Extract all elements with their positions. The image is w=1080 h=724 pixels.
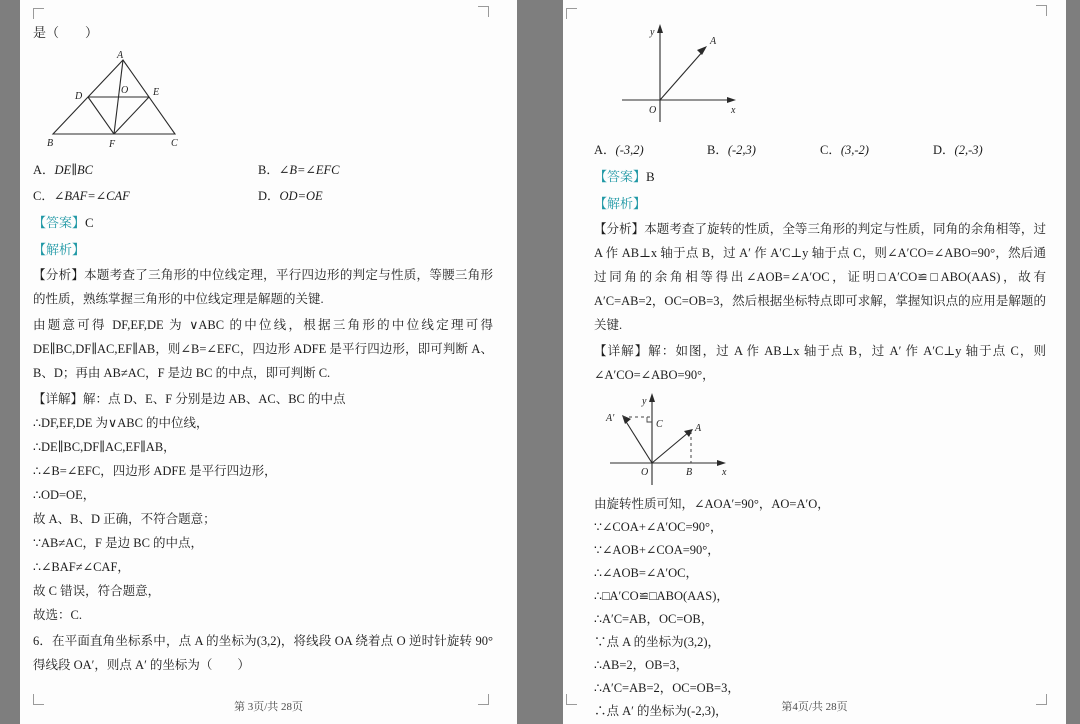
label-y: y	[642, 396, 647, 407]
solution-line: ∴AB=2，OB=3，	[594, 658, 689, 672]
solution-line: 故 A、B、D 正确，不符合题意；	[33, 512, 216, 526]
corner-mark	[566, 8, 577, 19]
label-C: C	[656, 419, 663, 430]
label-D: D	[75, 91, 83, 102]
solution-line: ∴DE∥BC,DF∥AC,EF∥AB，	[33, 440, 176, 454]
paragraph-analysis: 【分析】本题考查了旋转的性质，全等三角形的判定与性质，同角的余角相等，过 A 作 AB⊥x 轴于点 B，过 A′ 作 A′C⊥y 轴于点 C，则∠A′CO=∠ABO=90°，然后通过同角的余角相等得出∠AOB=∠A′OC，证明□A′CO≌□ABO(AAS)，故有 A′C=AB=2，OC=OB=3，然后根据坐标特点即可求解，掌握知识点的应用是解题的关键.	[594, 222, 1046, 332]
triangle-figure	[47, 48, 197, 150]
option-C-text: ∠BAF=∠CAF	[53, 189, 130, 203]
options-group	[33, 160, 493, 207]
segment-OA-prime	[625, 420, 652, 463]
option-A-label: A．	[33, 163, 55, 177]
paragraph-detail: 【详解】解：点 D、E、F 分别是边 AB、AC、BC 的中点	[33, 392, 346, 406]
x-axis-arrow	[717, 460, 726, 466]
OA-arrow	[684, 429, 693, 437]
label-B: B	[47, 138, 54, 149]
label-E: E	[153, 87, 160, 98]
answer-line	[594, 166, 1046, 188]
solution-line: ∴A′C=AB=2，OC=OB=3，	[594, 681, 740, 695]
option-A	[33, 160, 258, 181]
page-4	[563, 0, 1066, 724]
option-C-text: (3,-2)	[840, 143, 869, 157]
solution-line: ∴∠AOB=∠A′OC，	[594, 566, 698, 580]
label-F: F	[109, 139, 116, 150]
axes-figure-2	[600, 391, 740, 491]
answer-line	[33, 212, 493, 234]
question-stem: 是（ ）	[33, 25, 99, 40]
option-B	[707, 140, 820, 161]
solution-line: ∴∠B=∠EFC，四边形 ADFE 是平行四边形，	[33, 464, 277, 478]
option-D-text: (2,-3)	[954, 143, 983, 157]
option-D	[933, 140, 1046, 161]
option-B-text: (-2,3)	[727, 143, 756, 157]
ray-OA	[660, 50, 704, 100]
label-B: B	[686, 467, 693, 478]
answer-label: 【答案】	[33, 215, 86, 230]
paragraph-analysis: 【分析】本题考查了三角形的中位线定理，平行四边形的判定与性质，等腰三角形的性质，熟练掌握三角形的中位线定理是解题的关键.	[33, 268, 493, 306]
corner-mark	[1036, 5, 1047, 16]
label-O: O	[641, 467, 649, 478]
OA-prime-arrow	[622, 415, 631, 424]
option-B-label: B．	[707, 143, 728, 157]
option-A-text: DE∥BC	[54, 163, 93, 177]
solution-line: 由旋转性质可知，∠AOA′=90°，AO=A′O，	[594, 497, 830, 511]
ray-OA-arrow	[697, 46, 707, 55]
solution-line: ∵∠AOB+∠COA=90°，	[594, 543, 720, 557]
corner-mark	[478, 6, 489, 17]
option-D	[258, 186, 493, 207]
corner-mark	[566, 694, 577, 705]
x-axis-arrow	[727, 97, 736, 103]
segment-EF	[114, 97, 149, 134]
option-B-label: B．	[258, 163, 279, 177]
paragraph-detail: 【详解】解：如图，过 A 作 AB⊥x 轴于点 B，过 A′ 作 A′C⊥y 轴于点 C，则∠A′CO=∠ABO=90°，	[594, 344, 1046, 382]
solution-line: ∵点 A 的坐标为(3,2)，	[594, 635, 721, 649]
option-A	[594, 140, 707, 161]
paragraph-reasoning: 由题意可得 DF,EF,DE 为 ∨ABC 的中位线，根据三角形的中位线定理可得 DE∥BC,DF∥AC,EF∥AB，则∠B=∠EFC，四边形 ADFE 是平行四边形，即可判断 A、B、D；再由 AB≠AC，F 是边 BC 的中点，即可判断 C.	[33, 318, 493, 380]
solution-line: ∴∠BAF≠∠CAF，	[33, 560, 130, 574]
label-A: A	[695, 423, 702, 434]
solution-line: ∴OD=OE，	[33, 488, 96, 502]
right-angle-mark-C	[647, 417, 652, 422]
answer-value: B	[646, 169, 655, 184]
label-O: O	[649, 105, 657, 116]
axes-figure-1	[612, 20, 742, 132]
analysis-label: 【解析】	[594, 196, 647, 211]
corner-mark	[33, 8, 44, 19]
option-D-text: OD=OE	[279, 189, 323, 203]
page-footer: 第 3页/共 28页	[233, 701, 304, 713]
question-6: 6．在平面直角坐标系中，点 A 的坐标为(3,2)，将线段 OA 绕着点 O 逆时针旋转 90°得线段 OA′，则点 A′ 的坐标为（ ）	[33, 634, 493, 672]
segment-OA	[652, 432, 689, 463]
option-B	[258, 160, 493, 181]
label-C: C	[171, 138, 178, 149]
option-A-label: A．	[594, 143, 616, 157]
page-footer: 第4页/共 28页	[781, 701, 848, 713]
solution-line: ∴DF,EF,DE 为∨ABC 的中位线，	[33, 416, 209, 430]
option-C	[820, 140, 933, 161]
page-3	[20, 0, 517, 724]
solution-line: 故 C 错误，符合题意，	[33, 584, 161, 598]
corner-mark	[1036, 694, 1047, 705]
label-y: y	[650, 27, 655, 38]
solution-line: ∵∠COA+∠A′OC=90°，	[594, 520, 723, 534]
label-x: x	[722, 467, 727, 478]
corner-mark	[33, 694, 44, 705]
option-C-label: C．	[820, 143, 841, 157]
label-O: O	[121, 85, 129, 96]
option-B-text: ∠B=∠EFC	[278, 163, 340, 177]
label-x: x	[731, 105, 736, 116]
answer-value: C	[85, 215, 94, 230]
label-A: A	[710, 36, 717, 47]
solution-line: ∴点 A′ 的坐标为(-2,3)，	[594, 704, 728, 718]
solution-line: ∴□A′CO≌□ABO(AAS)，	[594, 589, 729, 603]
option-C	[33, 186, 258, 207]
option-D-label: D．	[933, 143, 955, 157]
y-axis-arrow	[657, 24, 663, 33]
segment-DF	[88, 97, 114, 134]
y-axis-arrow	[649, 393, 655, 402]
option-A-text: (-3,2)	[615, 143, 644, 157]
label-A-prime: A′	[606, 413, 615, 424]
label-A: A	[117, 50, 124, 61]
analysis-label: 【解析】	[33, 242, 86, 257]
solution-line: ∴A′C=AB，OC=OB，	[594, 612, 714, 626]
solution-line: ∵AB≠AC，F 是边 BC 的中点，	[33, 536, 204, 550]
corner-mark	[478, 694, 489, 705]
option-C-label: C．	[33, 189, 54, 203]
options-group	[594, 140, 1046, 161]
option-D-label: D．	[258, 189, 280, 203]
answer-label: 【答案】	[594, 169, 647, 184]
solution-line: 故选：C.	[33, 608, 82, 622]
